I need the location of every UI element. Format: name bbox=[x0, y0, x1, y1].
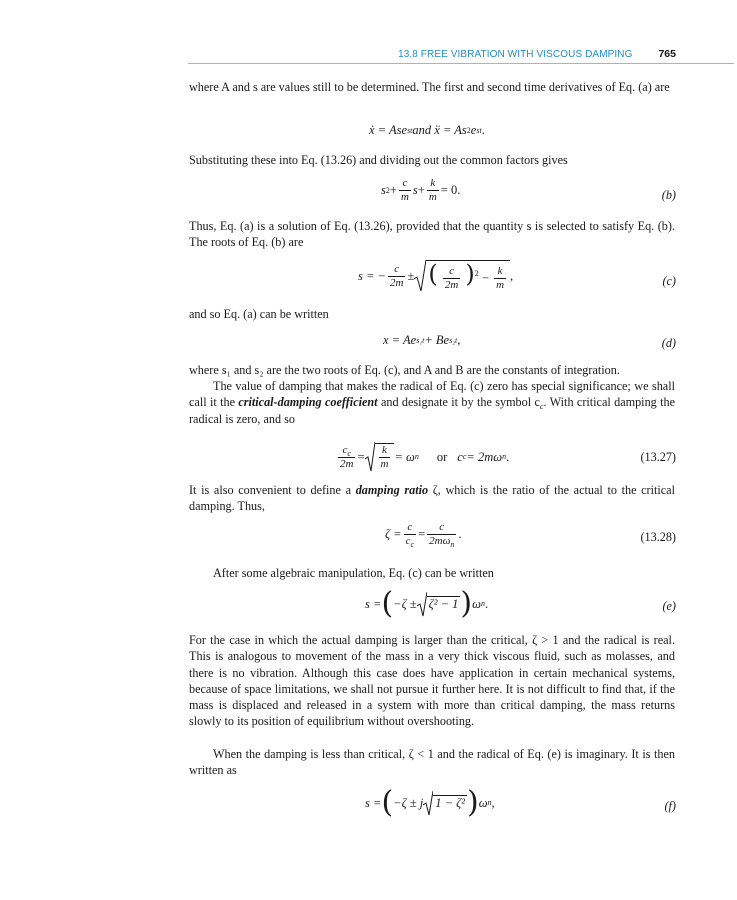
paragraph-1: where A and s are values still to be determined. The first and second time derivatives of Eq. (a) are bbox=[189, 80, 670, 94]
equation-e: s = ( −ζ ± ζ² − 1 ) ω n . bbox=[365, 586, 489, 621]
paragraph-10: When the damping is less than critical, ζ < 1 and the radical of Eq. (e) is imaginary. It is then written as bbox=[189, 747, 675, 778]
paragraph-5: where s₁ and s₂ are the two roots of Eq. (c), and A and B are the constants of integration. bbox=[189, 363, 620, 377]
paragraph-7: It is also convenient to define a damping ratio ζ, which is the ratio of the actual to the critical damping. Thus, bbox=[189, 483, 675, 514]
equation-d-label: (d) bbox=[661, 336, 676, 350]
paragraph-2: Substituting these into Eq. (13.26) and dividing out the common factors gives bbox=[189, 153, 568, 167]
equation-13-28-label: (13.28) bbox=[640, 530, 676, 544]
paragraph-9: For the case in which the actual damping is larger than the critical, ζ > 1 and the radical is real. This is analogous to movement of the mass in a very thick viscous fluid, such as molasses, and there is no vibration. Although this case does have application in certain mechanical systems, because of space limitations, we shall not pursue it further here. It is not difficult to find that, if the mass is displaced and released in a system with more than critical damping, the mass returns slowly to its position of equilibrium without overshooting. bbox=[189, 633, 675, 729]
equation-b: s 2 + $\frac{c}{m}$ s + $\frac{k}{m}$ = 0. bbox=[381, 177, 461, 203]
section-title: 13.8 FREE VIBRATION WITH VISCOUS DAMPING bbox=[398, 48, 633, 60]
sqrt-sign-icon bbox=[417, 591, 427, 617]
equation-c-label: (c) bbox=[662, 274, 676, 288]
equation-13-27-label: (13.27) bbox=[640, 450, 676, 464]
sqrt-sign-icon bbox=[365, 441, 375, 473]
equation-c: s = − $\frac{c}{2m}$ ± ( $\frac{c}{2m}$ )$^2$ − $\frac{k}{m}$ , bbox=[358, 259, 514, 292]
equation-f: s = ( −ζ ± j 1 − ζ² ) ω n , bbox=[365, 785, 495, 820]
header-rule bbox=[188, 63, 734, 64]
running-header bbox=[188, 46, 676, 62]
equation-e-label: (e) bbox=[662, 599, 676, 613]
equation-13-27: $\frac{c_c}{2m}$ = $\frac{k}{m}$ = ω n or c c = 2mω n . bbox=[336, 441, 509, 473]
paragraph-8: After some algebraic manipulation, Eq. (c) can be written bbox=[213, 566, 494, 580]
paragraph-6: The value of damping that makes the radical of Eq. (c) zero has special significance; we shall call it the critical-damping coefficient and designate it by the symbol $c_c$. With critical damping the radical is zero, and so bbox=[189, 379, 676, 426]
paragraph-3: Thus, Eq. (a) is a solution of Eq. (13.26), provided that the quantity s is selected to satisfy Eq. (b). The roots of Eq. (b) are bbox=[189, 219, 675, 250]
paragraph-4: and so Eq. (a) can be written bbox=[189, 307, 329, 321]
equation-derivatives: ẋ = Ase st and ẍ = As 2 e st . bbox=[369, 123, 485, 137]
sqrt-sign-icon bbox=[423, 790, 433, 816]
page-number: 765 bbox=[658, 48, 676, 60]
equation-13-28: ζ = $\frac{c}{c_c}$ = $\frac{c}{2m\omega_n}$ . bbox=[385, 521, 462, 549]
equation-b-label: (b) bbox=[661, 188, 676, 202]
equation-f-label: (f) bbox=[664, 799, 676, 813]
term-critical-damping: critical-damping coefficient bbox=[238, 395, 378, 410]
equation-d: x = Ae s₁t + Be s₂t , bbox=[383, 333, 461, 347]
sqrt-sign-icon bbox=[414, 259, 426, 293]
term-damping-ratio: damping ratio bbox=[355, 483, 429, 497]
